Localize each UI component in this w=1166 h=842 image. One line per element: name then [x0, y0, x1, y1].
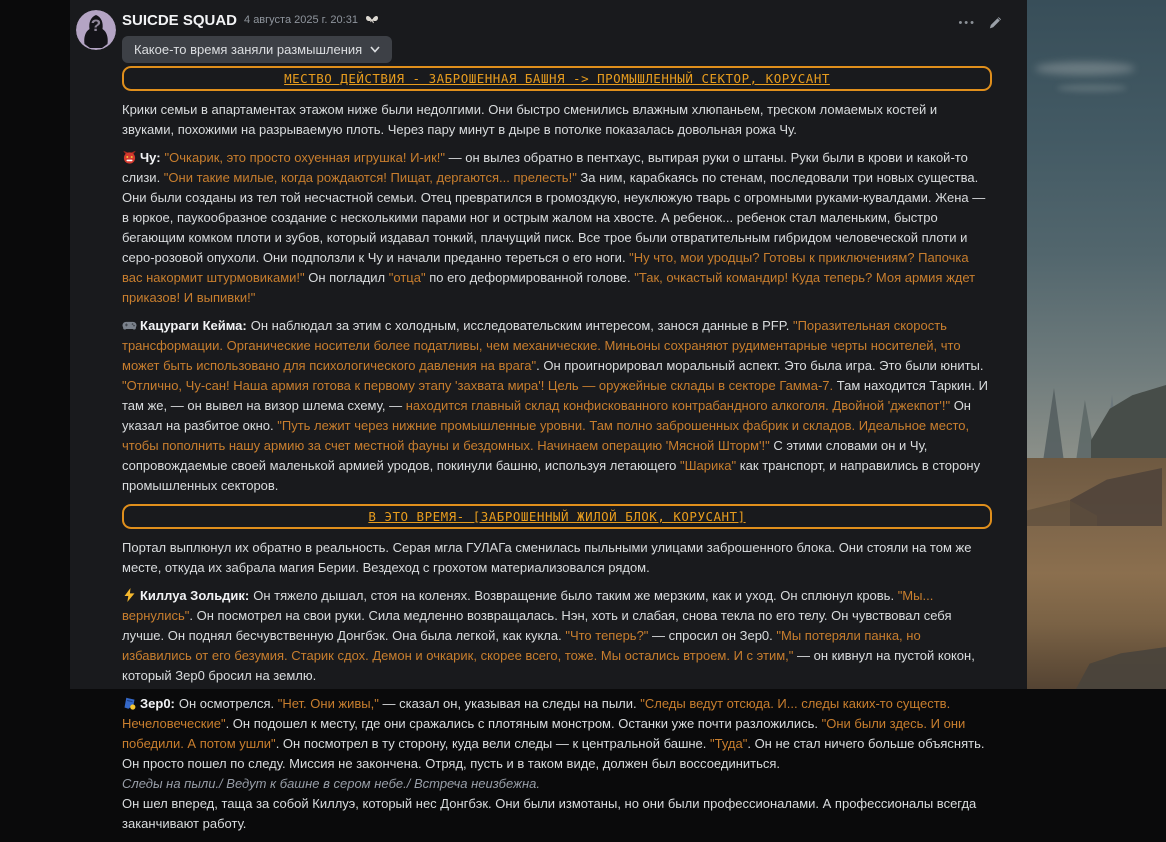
- character-paragraph-zer0: [122, 694, 992, 834]
- text-segment: находится главный склад конфискованного контрабандного алкоголя. Двойной 'джекпот'!": [405, 398, 954, 413]
- game-controller-emoji: [122, 318, 137, 332]
- message-actions: [958, 15, 1003, 30]
- paragraph-text: [122, 318, 988, 493]
- text-segment: Портал выплюнул их обратно в реальность. Серая мгла ГУЛАГа сменилась пыльными улицами заброшенного блока. Они стояли на том же месте, откуда их забрала магия Берии. Вездеход с грохотом материализовался рядом.: [122, 540, 972, 575]
- text-segment: — сказал он, указывая на следы на пыли.: [378, 696, 641, 711]
- text-segment: Он осмотрелся.: [178, 696, 278, 711]
- text-segment: За ним, карабкаясь по стенам, последовали три новых существа. Они были созданы из тел той несчастной семьи. Отец превратился в громоздкую, неуклюжую тварь с огромными руками-кувалдами. Жена — в юркое, паукообразное создание с несколькими парами ног и острым жалом на хвосте. А ребенок... ребенок стал маленьким, быстро бегающим комком плоти и зубов, который издавал тонкий, плачущий писк. Все трое были отвратительным гибридом человеческой плоти и серо-розовой опухоли. Они подползли к Чу и начали преданно тереться о его ноги.: [122, 170, 986, 265]
- location-banner-2: В ЭТО ВРЕМЯ- [ЗАБРОШЕННЫЙ ЖИЛОЙ БЛОК, КОРУСАНТ]: [122, 504, 992, 529]
- text-segment: "Так, очкастый командир! Куда теперь? Моя армия ждет приказов! И выпивки!": [122, 270, 976, 305]
- text-segment: "Очкарик, это просто охуенная игрушка! И-ик!": [164, 150, 445, 165]
- text-segment: . Он посмотрел в ту сторону, куда вели следы — к центральной башне.: [275, 736, 711, 751]
- svg-text:?: ?: [90, 16, 102, 35]
- text-segment: . Он посмотрел на свои руки. Сила медленно возвращалась. Нэн, хоть и слабая, снова текла по его телу. Он чувствовал себя лучше. Он поднял бесчувственную Донгбэк. Она была легкой, как кукла.: [122, 608, 952, 643]
- text-segment: С этими словами он и Чу, сопровождаемые своей маленькой армией уродов, покинули башню, используя летающего: [122, 438, 928, 473]
- narration-paragraph-1: [122, 100, 992, 140]
- character-name-chu: Чу:: [140, 150, 161, 165]
- text-segment: "Отлично, Чу-сан! Наша армия готова к первому этапу 'захвата мира'! Цель — оружейные склады в секторе Гамма-7.: [122, 378, 837, 393]
- text-segment: "Нет. Они живы,": [277, 696, 379, 711]
- text-segment: . Он проигнорировал моральный аспект. Это была игра. Это были юниты.: [536, 358, 984, 373]
- text-segment: "Поразительная скорость трансформации. Органические носители более податливы, чем механические. Миньоны сохраняют рудиментарные черты носителей, что может быть использовано для психологического давления на врага": [122, 318, 961, 373]
- character-paragraph-killua: [122, 586, 992, 686]
- paragraph-text: [122, 102, 937, 137]
- text-segment: "Путь лежит через нижние промышленные уровни. Там полно заброшенных фабрик и складов. Идеальное место, чтобы пополнить нашу армию за счет местной фауны и бездомных. Начинаем операцию 'Мясной Шторм'!": [122, 418, 970, 453]
- text-segment: "Мы потеряли панка, но избавились от его безумия. Старик сдох. Демон и очкарик, скорее всего, тоже. Мы остались втроем. И с этим,": [122, 628, 921, 663]
- desert-background: [1027, 0, 1166, 689]
- text-segment: — спросил он Зер0.: [648, 628, 777, 643]
- blue-helmet-emoji: [122, 696, 137, 710]
- text-segment: Он тяжело дышал, стоя на коленях. Возвращение было таким же мерзким, как и уход. Он сплюнул кровь.: [253, 588, 898, 603]
- text-segment: "Ну что, мои уродцы? Готовы к приключениям? Папочка вас накормит штурмовиками!": [122, 250, 969, 285]
- chevron-down-icon: [370, 46, 380, 53]
- spoiler-toggle-button[interactable]: [122, 36, 392, 63]
- text-segment: Он наблюдал за этим с холодным, исследовательским интересом, занося данные в PFP.: [250, 318, 793, 333]
- cloud: [1057, 84, 1127, 92]
- demon-face-emoji: [122, 150, 137, 164]
- character-name-keima: Кацураги Кейма:: [140, 318, 247, 333]
- paragraph-text: [122, 150, 985, 305]
- character-name-zer0: Зер0:: [140, 696, 175, 711]
- text-segment: Он погладил: [304, 270, 389, 285]
- author-name[interactable]: SUICDE SQUAD: [122, 11, 238, 29]
- narration-paragraph-2: [122, 538, 992, 578]
- character-name-killua: Киллуа Зольдик:: [140, 588, 250, 603]
- more-options-icon[interactable]: •••: [958, 16, 976, 29]
- text-segment: как транспорт, и направились в сторону промышленных секторов.: [122, 458, 981, 493]
- text-segment: "Шарика": [680, 458, 737, 473]
- text-segment: Он шел вперед, таща за собой Киллуэ, который нес Донгбэк. Они были измотаны, но они были профессионалами. А профессионалы всегда заканчивают работу.: [122, 796, 977, 831]
- text-segment: — он кивнул на пустой кокон, который Зер0 бросил на землю.: [122, 648, 975, 683]
- text-segment: Крики семьи в апартаментах этажом ниже были недолгими. Они быстро сменились влажным хлюпаньем, треском ломаемых костей и звуками, похожими на разрываемую плоть. Через пару минут в дыре в потолке показалась довольная рожа Чу.: [122, 102, 938, 137]
- character-paragraph-keima: [122, 316, 992, 496]
- text-segment: Следы на пыли./ Ведут к башне в сером небе./ Встреча неизбежна.: [122, 776, 540, 791]
- edit-pencil-icon[interactable]: [988, 15, 1003, 30]
- text-segment: Там находится Таркин. И там же, — он вывел на визор шлема схему, —: [122, 378, 988, 413]
- text-segment: "Что теперь?": [565, 628, 649, 643]
- text-segment: . Он не стал ничего больше объяснять. Он просто пошел по следу. Миссия не закончена. Отряд, пусть и в таком виде, должен был воссоединиться.: [122, 736, 985, 771]
- spoiler-label: Какое-то время заняли размышления: [134, 42, 363, 57]
- text-segment: "Следы ведут отсюда. И... следы каких-то существ. Нечеловеческие": [122, 696, 951, 731]
- butterfly-icon: [365, 14, 379, 26]
- paragraph-text: [122, 588, 975, 683]
- text-segment: . Он подошел к месту, где они сражались с плотяным монстром. Останки уже почти разложились.: [225, 716, 822, 731]
- timestamp: 4 августа 2025 г. 20:31: [244, 14, 358, 26]
- text-segment: — он вылез обратно в пентхаус, вытирая руки о штаны. Руки были в крови и какой-то слизи.: [122, 150, 968, 185]
- text-segment: "Туда": [710, 736, 748, 751]
- paragraph-text: [122, 540, 971, 575]
- text-segment: "Они такие милые, когда рождаются! Пищат, дергаются... прелесть!": [163, 170, 577, 185]
- lightning-bolt-emoji: [122, 588, 137, 602]
- text-segment: "Они были здесь. И они победили. А потом ушли": [122, 716, 966, 751]
- message-header: [122, 11, 392, 63]
- name-row: [122, 11, 392, 29]
- paragraph-text: [122, 696, 984, 831]
- cloud: [1035, 62, 1135, 75]
- text-segment: "Мы... вернулись": [122, 588, 934, 623]
- chat-panel: [70, 0, 1027, 831]
- text-segment: Он указал на разбитое окно.: [122, 398, 971, 433]
- message-content: [122, 64, 992, 842]
- text-segment: "отца": [388, 270, 426, 285]
- text-segment: по его деформированной голове.: [425, 270, 635, 285]
- character-paragraph-chu: [122, 148, 992, 308]
- user-avatar[interactable]: [76, 10, 116, 50]
- location-banner-1: МЕСТВО ДЕЙСТВИЯ - ЗАБРОШЕННАЯ БАШНЯ -> ПРОМЫШЛЕННЫЙ СЕКТОР, КОРУСАНТ: [122, 66, 992, 91]
